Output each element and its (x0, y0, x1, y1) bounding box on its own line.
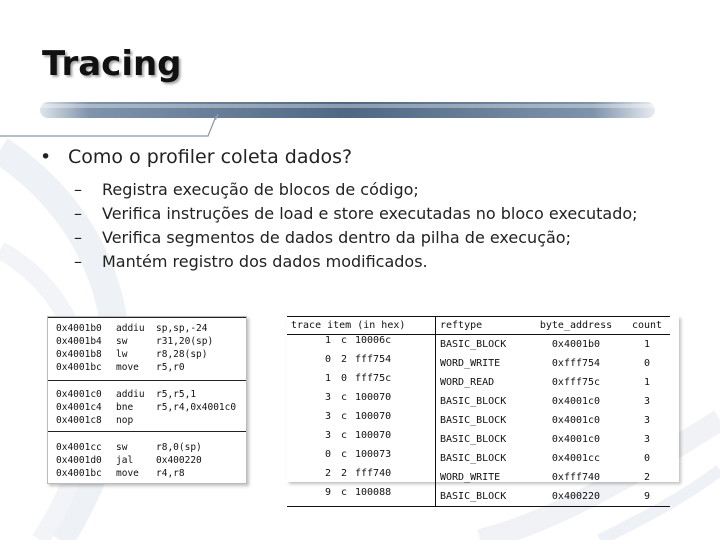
reftype-cell: WORD_WRITE (436, 468, 529, 487)
reftype-cell: BASIC_BLOCK (436, 449, 529, 468)
code-block-separator (48, 431, 246, 432)
byte-address-cell: 0xfff740 (551, 472, 601, 483)
code-address: 0x4001cc (56, 442, 102, 453)
col-header-reftype: reftype (436, 317, 529, 335)
count-cell: 9 (643, 491, 651, 502)
code-operands: r8,0(sp) (156, 442, 202, 453)
trace-field-c: 100070 (355, 411, 392, 422)
trace-item-cell (287, 468, 436, 487)
col-header-trace-item: trace item (in hex) (287, 317, 436, 335)
reftype-cell: BASIC_BLOCK (436, 487, 529, 507)
sub-bullet-item (74, 178, 638, 202)
count-cell: 3 (643, 396, 651, 407)
code-opcode: sw (116, 442, 128, 453)
table-row (287, 335, 670, 355)
byte-address-cell: 0x400220 (551, 491, 601, 502)
trace-field-a: 0 (325, 449, 332, 460)
trace-field-a: 2 (325, 468, 332, 479)
title-bar-accent-line (0, 112, 230, 142)
trace-field-b: 0 (341, 373, 348, 384)
count-cell: 3 (643, 434, 651, 445)
code-address: 0x4001c8 (56, 415, 102, 426)
code-operands: r5,r0 (156, 362, 185, 373)
trace-field-a: 3 (325, 392, 332, 403)
trace-field-a: 1 (325, 373, 332, 384)
trace-field-a: 9 (325, 487, 332, 498)
count-cell: 3 (643, 415, 651, 426)
trace-field-b: c (341, 335, 348, 346)
reftype-cell: BASIC_BLOCK (436, 392, 529, 411)
code-address: 0x4001bc (56, 362, 102, 373)
code-address: 0x4001c0 (56, 389, 102, 400)
table-row (287, 430, 670, 449)
trace-item-cell (287, 487, 436, 507)
code-opcode: move (116, 468, 139, 479)
sub-bullet-item (74, 250, 638, 274)
trace-item-cell (287, 411, 436, 430)
sub-bullet-text: Verifica segmentos de dados dentro da pilha de execução; (102, 228, 571, 247)
dash-marker: – (74, 228, 82, 247)
table-row (287, 468, 670, 487)
code-opcode: move (116, 362, 139, 373)
reftype-cell: BASIC_BLOCK (436, 411, 529, 430)
sub-bullet-text: Registra execução de blocos de código; (102, 180, 419, 199)
table-row (287, 411, 670, 430)
byte-address-cell: 0x4001c0 (551, 396, 601, 407)
trace-field-b: c (341, 411, 348, 422)
dash-marker: – (74, 252, 82, 271)
table-row (287, 373, 670, 392)
col-header-byte-address: byte_address (528, 317, 624, 335)
dash-marker: – (74, 204, 82, 223)
table-row (287, 354, 670, 373)
trace-item-cell (287, 392, 436, 411)
trace-field-b: c (341, 430, 348, 441)
reftype-cell: BASIC_BLOCK (436, 335, 529, 355)
byte-address-cell: 0xfff754 (551, 358, 601, 369)
code-opcode: nop (116, 415, 134, 426)
sub-bullet-item (74, 226, 638, 250)
code-listing-image (47, 316, 247, 484)
main-bullet-text: Como o profiler coleta dados? (68, 146, 353, 168)
code-operands: r5,r5,1 (156, 389, 197, 400)
code-operands: r5,r4,0x4001c0 (156, 402, 237, 413)
trace-item-cell (287, 335, 436, 355)
reftype-cell: WORD_READ (436, 373, 529, 392)
trace-field-c: fff75c (355, 373, 392, 384)
trace-field-a: 3 (325, 411, 332, 422)
trace-item-cell (287, 430, 436, 449)
code-address: 0x4001b8 (56, 349, 102, 360)
byte-address-cell: 0x4001cc (551, 453, 601, 464)
code-operands: sp,sp,-24 (156, 323, 208, 334)
table-row (287, 449, 670, 468)
sub-bullet-list (74, 178, 638, 274)
trace-field-c: 100088 (355, 487, 392, 498)
slide-title: Tracing (42, 44, 182, 84)
code-opcode: jal (116, 455, 134, 466)
dash-marker: – (74, 180, 82, 199)
trace-field-c: 10006c (355, 335, 392, 346)
trace-item-cell (287, 354, 436, 373)
trace-field-c: fff740 (355, 468, 392, 479)
sub-bullet-item (74, 202, 638, 226)
bullet-marker: • (40, 146, 52, 168)
code-block-separator (48, 380, 246, 381)
trace-field-a: 0 (325, 354, 332, 365)
code-address: 0x4001d0 (56, 455, 102, 466)
reftype-cell: BASIC_BLOCK (436, 430, 529, 449)
code-opcode: lw (116, 349, 128, 360)
trace-field-b: 2 (341, 468, 348, 479)
trace-field-a: 1 (325, 335, 332, 346)
trace-field-c: fff754 (355, 354, 392, 365)
trace-field-b: c (341, 487, 348, 498)
code-opcode: bne (116, 402, 134, 413)
count-cell: 0 (643, 358, 651, 369)
count-cell: 1 (643, 377, 651, 388)
count-cell: 0 (643, 453, 651, 464)
code-address: 0x4001c4 (56, 402, 102, 413)
table-row (287, 392, 670, 411)
code-opcode: addiu (116, 323, 145, 334)
trace-field-b: c (341, 449, 348, 460)
code-operands: r4,r8 (156, 468, 185, 479)
code-operands: r8,28(sp) (156, 349, 208, 360)
trace-field-c: 100070 (355, 392, 392, 403)
code-top-rule (48, 317, 246, 318)
table-row (287, 487, 670, 507)
code-address: 0x4001bc (56, 468, 102, 479)
count-cell: 2 (643, 472, 651, 483)
code-address: 0x4001b0 (56, 323, 102, 334)
reftype-cell: WORD_WRITE (436, 354, 529, 373)
trace-field-b: 2 (341, 354, 348, 365)
trace-item-cell (287, 373, 436, 392)
trace-table-header-row (287, 317, 670, 335)
count-cell: 1 (643, 339, 651, 350)
code-opcode: addiu (116, 389, 145, 400)
code-operands: r31,20(sp) (156, 336, 214, 347)
trace-field-a: 3 (325, 430, 332, 441)
byte-address-cell: 0x4001b0 (551, 339, 601, 350)
col-header-count: count (624, 317, 670, 335)
byte-address-cell: 0xfff75c (551, 377, 601, 388)
sub-bullet-text: Mantém registro dos dados modificados. (102, 252, 428, 271)
byte-address-cell: 0x4001c0 (551, 434, 601, 445)
trace-field-c: 100070 (355, 430, 392, 441)
trace-field-b: c (341, 392, 348, 403)
trace-table (287, 316, 670, 507)
trace-item-cell (287, 449, 436, 468)
trace-field-c: 100073 (355, 449, 392, 460)
code-address: 0x4001b4 (56, 336, 102, 347)
byte-address-cell: 0x4001c0 (551, 415, 601, 426)
main-bullet (40, 146, 352, 168)
code-operands: 0x400220 (156, 455, 202, 466)
trace-table-image (287, 316, 679, 502)
sub-bullet-text: Verifica instruções de load e store executadas no bloco executado; (102, 204, 638, 223)
code-opcode: sw (116, 336, 128, 347)
